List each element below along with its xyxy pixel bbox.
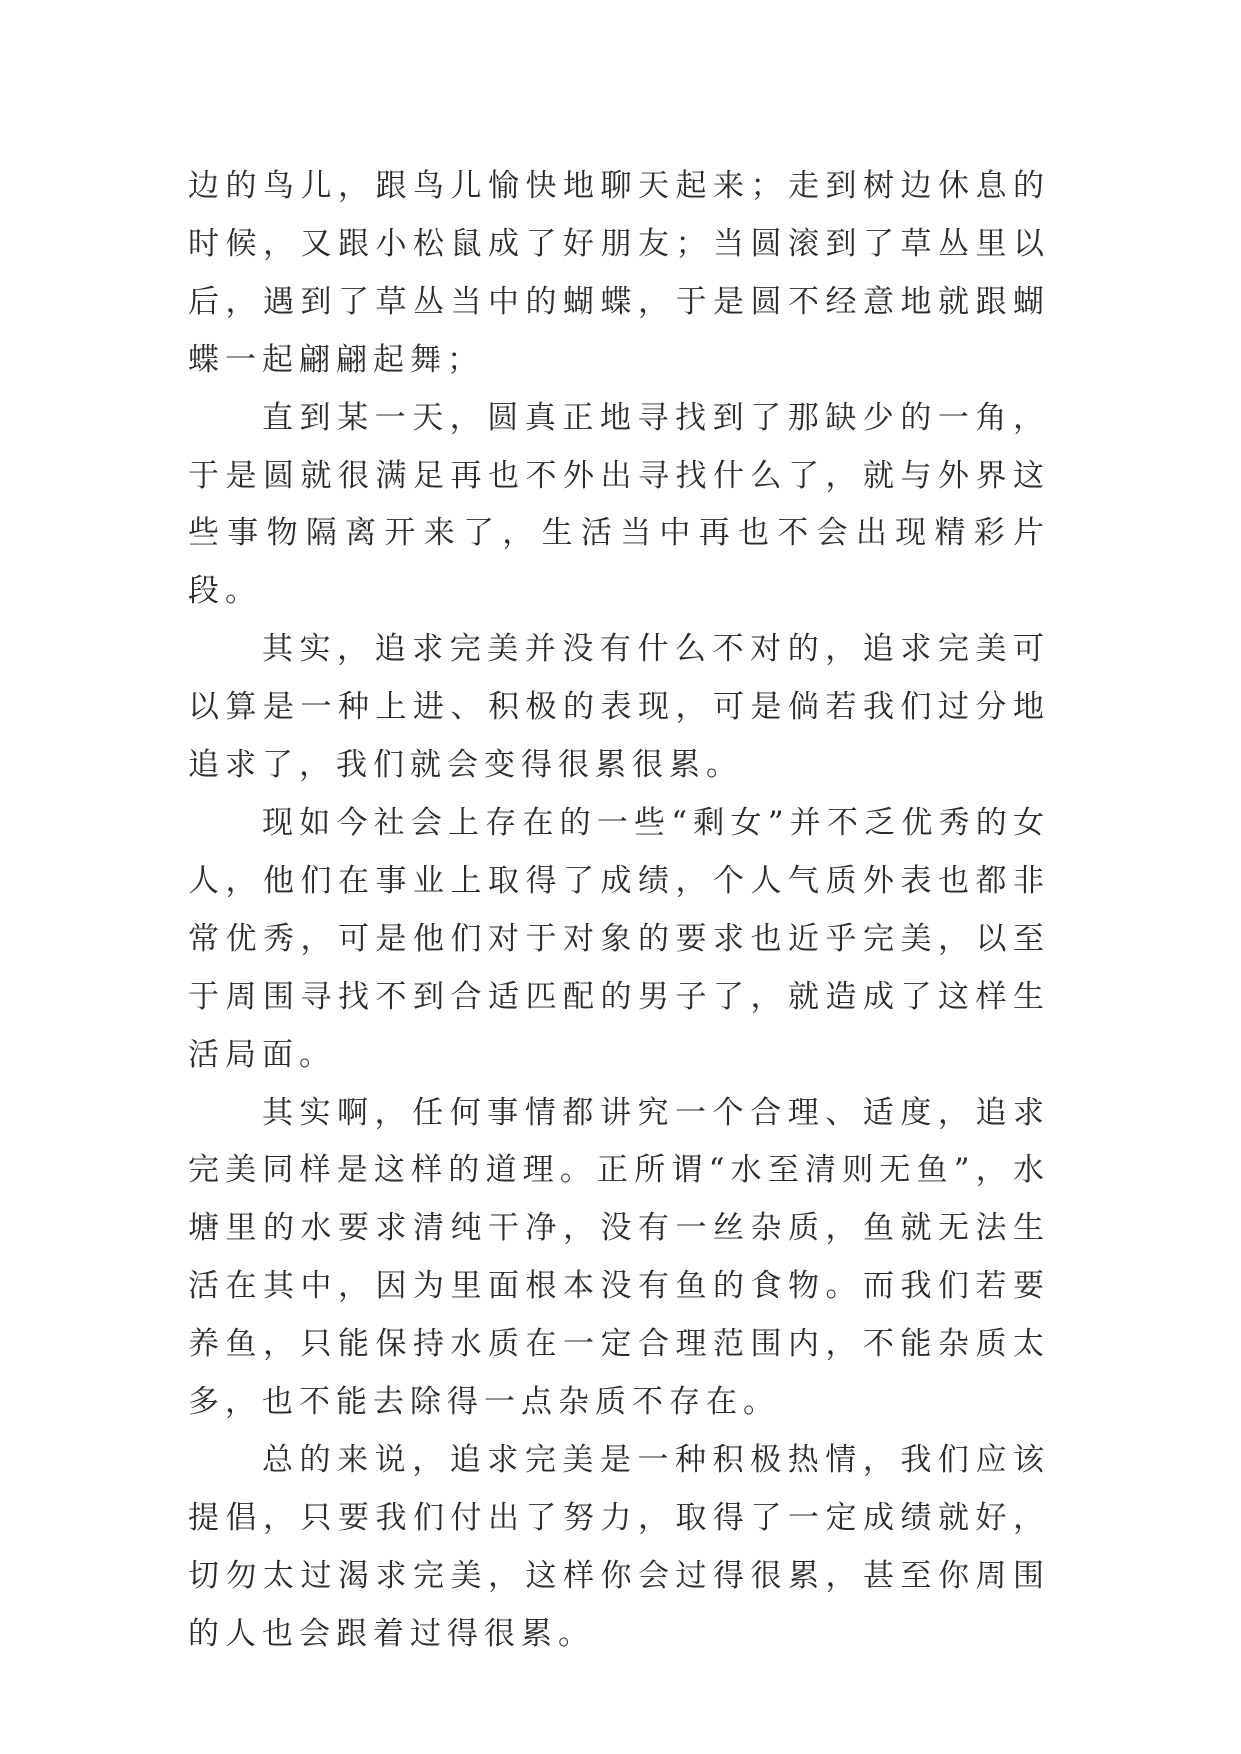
paragraph-6: 总的来说，追求完美是一种积极热情，我们应该提倡，只要我们付出了努力，取得了一定成绩就好，切勿太过渴求完美，这样你会过得很累，甚至你周围的人也会跟着过得很累。 bbox=[188, 1441, 1050, 1652]
paragraph-4: 现如今社会上存在的一些“剩女”并不乏优秀的女人，他们在事业上取得了成绩，个人气质外表也都非常优秀，可是他们对于对象的要求也近乎完美，以至于周围寻找不到合适匹配的男子了，就造成了这样生活局面。 bbox=[188, 804, 1050, 1073]
document-body bbox=[188, 158, 1050, 1664]
paragraph-5: 其实啊，任何事情都讲究一个合理、适度，追求完美同样是这样的道理。正所谓“水至清则无鱼”，水塘里的水要求清纯干净，没有一丝杂质，鱼就无法生活在其中，因为里面根本没有鱼的食物。而我们若要养鱼，只能保持水质在一定合理范围内，不能杂质太多，也不能去除得一点杂质不存在。 bbox=[188, 1094, 1050, 1421]
paragraph-3: 其实，追求完美并没有什么不对的，追求完美可以算是一种上进、积极的表现，可是倘若我们过分地追求了，我们就会变得很累很累。 bbox=[188, 631, 1050, 784]
paragraph-2: 直到某一天，圆真正地寻找到了那缺少的一角，于是圆就很满足再也不外出寻找什么了，就与外界这些事物隔离开来了，生活当中再也不会出现精彩片段。 bbox=[188, 399, 1050, 610]
paragraph-1: 边的鸟儿，跟鸟儿愉快地聊天起来；走到树边休息的时候，又跟小松鼠成了好朋友；当圆滚到了草丛里以后，遇到了草丛当中的蝴蝶，于是圆不经意地就跟蝴蝶一起翩翩起舞； bbox=[188, 168, 1050, 378]
